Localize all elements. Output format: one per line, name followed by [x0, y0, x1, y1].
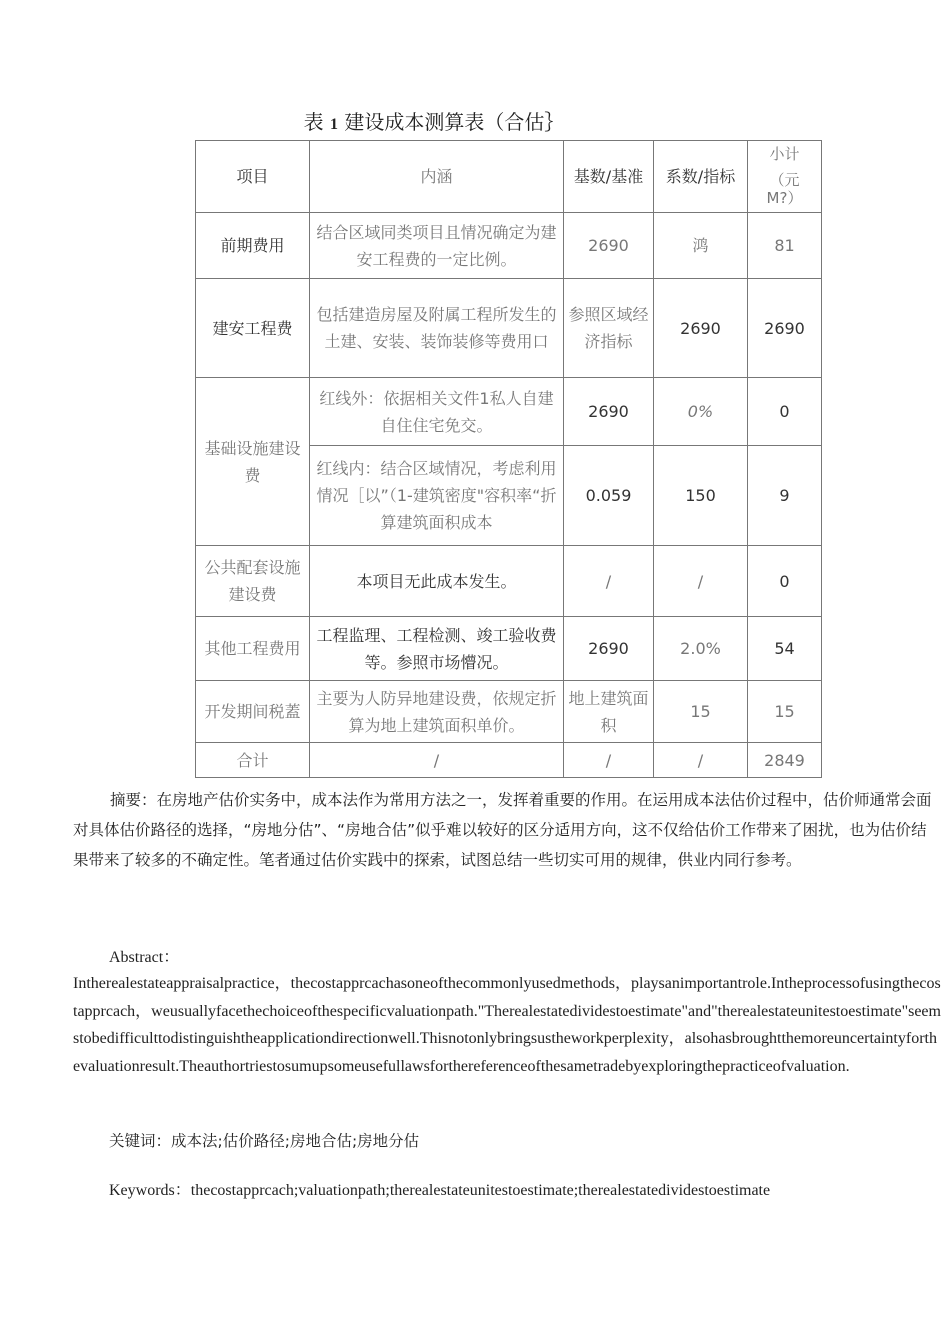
row-coef: 0%	[654, 378, 748, 446]
row-subtotal: 2849	[748, 743, 822, 778]
cost-table	[195, 140, 822, 778]
header-subtotal-unit2: M?）	[766, 188, 803, 207]
header-base: 基数/基准	[564, 141, 654, 213]
header-content: 内涵	[310, 141, 564, 213]
caption-number: 1	[330, 116, 338, 133]
keywords-en-label: Keywords：	[109, 1182, 191, 1199]
row-content: 红线外：依据相关文件1私人自建自住住宅免交。	[310, 378, 564, 446]
row-subtotal: 2690	[748, 279, 822, 378]
row-item: 其他工程费用	[196, 617, 310, 681]
row-content: 本项目无此成本发生。	[310, 546, 564, 617]
row-subtotal: 0	[748, 378, 822, 446]
table-header-row	[196, 141, 822, 213]
row-coef: /	[654, 743, 748, 778]
keywords-en-body: thecostapprcach;valuationpath;therealestateunitestoestimate;therealestatedividestoestimate	[190, 1182, 771, 1199]
table-total-row	[196, 743, 822, 778]
abstract-en-body: Intherealestateappraisalpractice，thecostapprcachasoneofthecommonlyusedmethods，playsanimportantrole.Intheprocessofusingthecostapprcach，weusuallyfacethechoiceofthespecificvaluationpath."Therealestatedividestoestimate"and"therealestateunitestoestimate"seemstobedifficulttodistinguishtheapplicationdirectionwell.Thisnotonlybringsustheworkperplexity，alsohasbroughtthemoreuncertaintyforthevaluationresult.Theauthortriestosumupsomeusefullawsforthereferenceofthesametradebyexploringthepracticeofvaluation.	[73, 975, 941, 1075]
table-row	[196, 617, 822, 681]
row-content: 主要为人防异地建设费，依规定折算为地上建筑面积单价。	[310, 681, 564, 743]
row-content: 包括建造房屋及附属工程所发生的土建、安装、装饰装修等费用口	[310, 279, 564, 378]
row-coef: 2690	[654, 279, 748, 378]
row-content: /	[310, 743, 564, 778]
row-item: 建安工程费	[196, 279, 310, 378]
row-base: 2690	[564, 378, 654, 446]
abstract-cn: 摘要：在房地产估价实务中，成本法作为常用方法之一，发挥着重要的作用。在运用成本法估价过程中，估价师通常会面对具体估价路径的选择，“房地分估”、“房地合估”似乎难以较好的区分适用方向，这不仅给估价工作带来了困扰，也为估价结果带来了较多的不确定性。笔者通过估价实践中的探索，试图总结一些切实可用的规律，供业内同行参考。	[73, 791, 932, 869]
row-item: 合计	[196, 743, 310, 778]
row-content: 结合区域同类项目且情况确定为建安工程费的一定比例。	[310, 213, 564, 279]
keywords-en	[109, 1177, 770, 1200]
row-item: 前期费用	[196, 213, 310, 279]
row-subtotal: 9	[748, 446, 822, 546]
row-coef: 150	[654, 446, 748, 546]
table-row	[196, 681, 822, 743]
row-coef: 2.0%	[654, 617, 748, 681]
table-row	[196, 378, 822, 446]
table-row	[196, 279, 822, 378]
header-coef: 系数/指标	[654, 141, 748, 213]
row-base: 2690	[564, 213, 654, 279]
row-base: 地上建筑面积	[564, 681, 654, 743]
caption-prefix: 表	[303, 110, 324, 134]
row-subtotal: 15	[748, 681, 822, 743]
row-base: /	[564, 743, 654, 778]
table-caption	[0, 106, 868, 135]
row-subtotal: 0	[748, 546, 822, 617]
row-base: /	[564, 546, 654, 617]
row-base: 0.059	[564, 446, 654, 546]
keywords-cn: 关键词：成本法;估价路径;房地合估;房地分估	[109, 1132, 420, 1150]
row-subtotal: 81	[748, 213, 822, 279]
row-content	[310, 446, 564, 546]
row-base: 2690	[564, 617, 654, 681]
row-coef: /	[654, 546, 748, 617]
row-content-text: 红线内：结合区域情况，考虑利用情况［以”（1-建筑密度"容积率“折算建筑面积成本	[316, 459, 557, 532]
row-item: 公共配套设施建设费	[196, 546, 310, 617]
row-coef: 鸿	[654, 213, 748, 279]
abstract-en-label: Abstract：	[109, 949, 180, 966]
header-subtotal	[748, 141, 822, 213]
caption-title: 建设成本测算表（合估｝	[344, 110, 565, 134]
row-item: 基础设施建设费	[196, 378, 310, 546]
table-row	[196, 546, 822, 617]
header-subtotal-unit1: （元	[769, 170, 800, 189]
row-coef: 15	[654, 681, 748, 743]
row-base: 参照区域经济指标	[564, 279, 654, 378]
row-item: 开发期间税蓋	[196, 681, 310, 743]
table-row	[196, 213, 822, 279]
header-subtotal-top: 小计	[769, 144, 800, 163]
row-content: 工程监理、工程检测、竣工验收费等。参照市场懵况。	[310, 617, 564, 681]
header-item: 项目	[196, 141, 310, 213]
row-subtotal: 54	[748, 617, 822, 681]
